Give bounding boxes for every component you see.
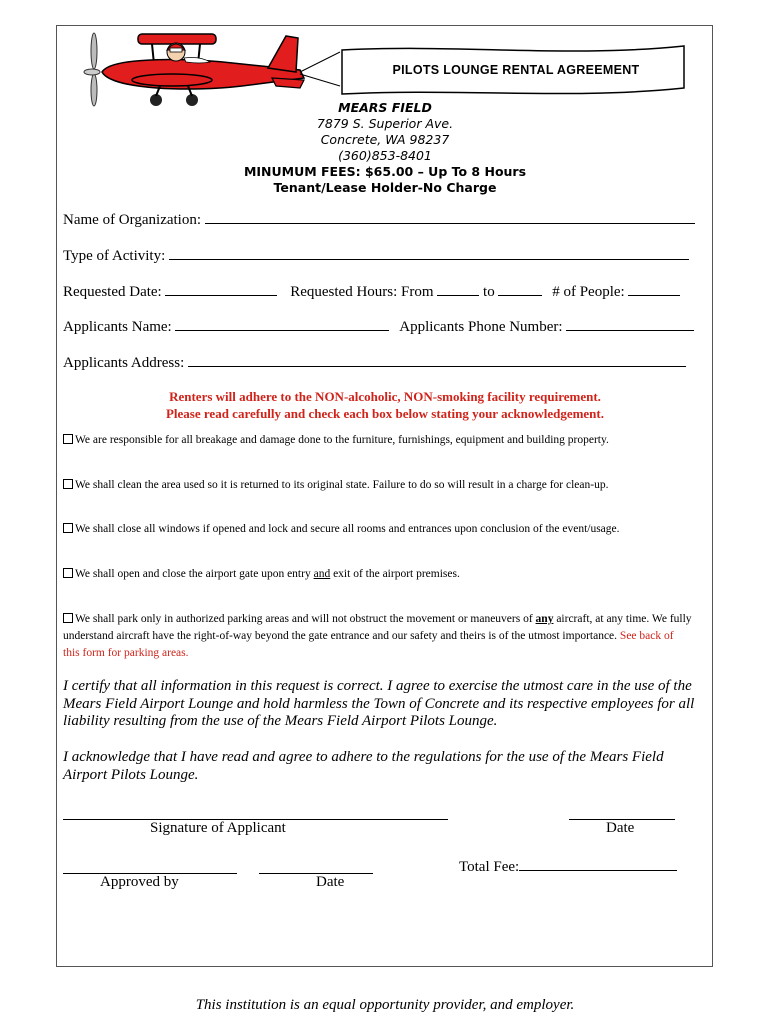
organization-row xyxy=(63,210,695,229)
activity-label: Type of Activity: xyxy=(63,248,166,264)
org-header xyxy=(0,100,770,196)
org-name: MEARS FIELD xyxy=(338,100,432,115)
applicant-row xyxy=(63,317,694,336)
checkbox-breakage[interactable] xyxy=(63,434,73,444)
people-field[interactable] xyxy=(628,282,680,296)
notice-line-2: Please read carefully and check each box below stating your acknowledgement. xyxy=(165,406,604,421)
requested-hours-label: Requested Hours: From xyxy=(290,284,434,300)
acknowledge-paragraph: I acknowledge that I have read and agree to adhere to the regulations for the use of the Mears Field Airport Pilots Lounge. xyxy=(63,749,664,783)
hours-from-field[interactable] xyxy=(437,282,479,296)
hours-to-field[interactable] xyxy=(498,282,542,296)
requested-date-label: Requested Date: xyxy=(63,284,162,300)
checkbox-gate[interactable] xyxy=(63,568,73,578)
check-text-gate-b: exit of the airport premises. xyxy=(330,568,460,580)
check-item-breakage xyxy=(63,432,693,449)
organization-label: Name of Organization: xyxy=(63,212,202,228)
facility-notice xyxy=(0,388,770,422)
check-text-parking-any: any xyxy=(535,613,554,625)
checkbox-close[interactable] xyxy=(63,523,73,533)
fees-text: MINUMUM FEES: $65.00 – Up To 8 Hours xyxy=(243,164,527,179)
page-title: PILOTS LOUNGE RENTAL AGREEMENT xyxy=(392,63,640,77)
certify-paragraph: I certify that all information in this request is correct. I agree to exercise the utmost care in the use of the Mears Field Airport Lounge and hold harmless the Town of Concrete and its respective employees for all liability resulting from the use of the Mears Field Airport Pilots Lounge. xyxy=(63,678,695,729)
activity-row xyxy=(63,246,689,265)
total-fee-label: Total Fee: xyxy=(459,859,520,875)
footer-statement: This institution is an equal opportunity provider, and employer. xyxy=(195,997,575,1013)
check-text-parking-a: We shall park only in authorized parking areas and will not obstruct the movement or maneuvers of xyxy=(75,613,536,625)
total-fee-row xyxy=(459,857,677,876)
notice-line-1: Renters will adhere to the NON-alcoholic, NON-smoking facility requirement. xyxy=(169,389,601,404)
parking-areas-note: See back of this form for parking areas. xyxy=(63,630,674,659)
signature-label: Signature of Applicant xyxy=(150,820,286,836)
approved-label: Approved by xyxy=(100,874,179,890)
applicant-address-field[interactable] xyxy=(188,353,686,367)
check-text-parking-b: aircraft, at any time. We fully understand aircraft have the right-of-way beyond the gate entrance and our safety and theirs is of the utmost importance. xyxy=(63,613,692,642)
check-item-parking xyxy=(63,611,693,662)
applicant-name-field[interactable] xyxy=(175,317,389,331)
org-street: 7879 S. Superior Ave. xyxy=(316,116,454,131)
tenant-text: Tenant/Lease Holder-No Charge xyxy=(273,180,497,195)
check-text-close: We shall close all windows if opened and lock and secure all rooms and entrances upon conclusion of the event/usage. xyxy=(75,523,620,535)
date-label-1: Date xyxy=(606,820,635,836)
check-text-gate-and: and xyxy=(313,568,331,580)
check-text-cleanup: We shall clean the area used so it is returned to its original state. Failure to do so will result in a charge for clean-up. xyxy=(75,479,609,491)
airplane-logo xyxy=(72,28,342,110)
to-label: to xyxy=(483,284,495,300)
activity-field[interactable] xyxy=(169,246,689,260)
checkbox-parking[interactable] xyxy=(63,613,73,623)
check-item-gate xyxy=(63,566,693,583)
applicant-phone-label: Applicants Phone Number: xyxy=(399,319,563,335)
requested-date-field[interactable] xyxy=(165,282,277,296)
people-label: # of People: xyxy=(552,284,625,300)
check-item-cleanup xyxy=(63,477,693,494)
org-city: Concrete, WA 98237 xyxy=(320,132,450,147)
checkbox-cleanup[interactable] xyxy=(63,479,73,489)
check-text-gate-a: We shall open and close the airport gate upon entry xyxy=(75,568,314,580)
date-label-2: Date xyxy=(316,874,345,890)
applicant-phone-field[interactable] xyxy=(566,317,694,331)
check-item-close xyxy=(63,521,693,538)
organization-field[interactable] xyxy=(205,210,695,224)
applicant-name-label: Applicants Name: xyxy=(63,319,172,335)
address-row xyxy=(63,353,686,372)
check-text-breakage: We are responsible for all breakage and damage done to the furniture, furnishings, equipment and building property. xyxy=(75,434,609,446)
applicant-address-label: Applicants Address: xyxy=(63,355,185,371)
total-fee-field[interactable] xyxy=(519,857,677,871)
org-phone: (360)853-8401 xyxy=(338,148,432,163)
request-row xyxy=(63,282,680,301)
